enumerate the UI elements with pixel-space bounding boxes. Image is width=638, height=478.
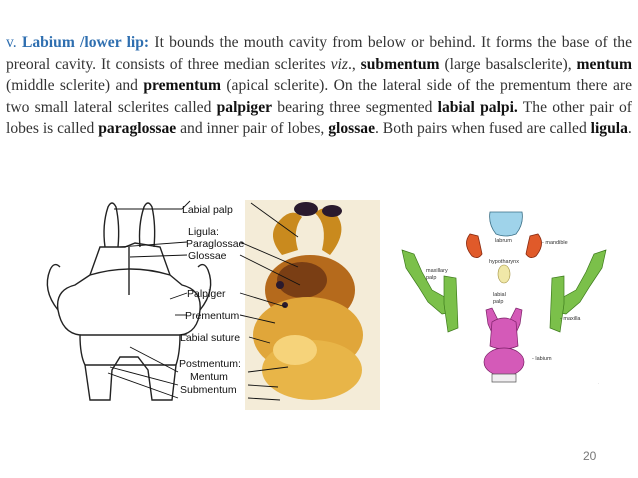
page-number: 20 [583,449,597,463]
mouthparts-diagram-figure [392,210,618,388]
text-8: and inner pair of lobes, [176,120,329,137]
hypopharynx-shape [498,265,510,283]
text-viz: viz [330,55,348,73]
label-maxilla: - maxilla [560,316,581,322]
label-mandible: - mandible [542,240,568,246]
label-labial-suture: Labial suture [180,332,241,344]
label-labrum: labrum [495,238,512,244]
text-4: (middle sclerite) and [6,77,144,94]
maxilla-left-shape [402,250,458,332]
labium-diagram-figure [30,195,380,410]
text-1: It bounds the mouth cavity from below or behind. It forms the base of the preoral cavity. It consists of three median sclerites [6,34,632,73]
labium-photo [245,200,380,410]
label-glossae: Glossae [188,250,227,262]
heading-labium: Labium /lower lip: [21,34,150,51]
labrum-shape [490,212,523,236]
label-labium: - labium [532,356,552,362]
label-labial-palp-r: palp [493,299,504,305]
left-figure-labels [179,204,245,396]
label-palpiger: Palpiger [187,288,226,300]
label-paraglossae: Paraglossae [186,238,245,250]
label-prementum: Prementum [185,310,240,322]
body-paragraph [6,32,632,140]
mandible-right-shape [526,234,542,258]
labium-shape [484,308,524,376]
label-hypotharynx: hypotharynx [489,259,519,265]
mandible-left-shape [466,234,482,258]
text-2: ., [347,55,361,73]
term-labial-palpi: labial palpi. [437,98,518,116]
label-maxillary: maxillary [426,268,448,274]
label-labial: labial [493,292,506,298]
term-glossae: glossae [328,120,375,137]
label-labial-palp: Labial palp [182,204,233,216]
figure-credit-mark: · [598,382,600,386]
term-palpiger: palpiger [216,98,273,116]
term-paraglossae: paraglossae [98,120,177,137]
term-mentum: mentum [576,55,632,73]
label-mentum: Mentum [190,371,228,383]
label-postmentum: Postmentum: [179,358,241,370]
term-submentum: submentum [360,55,440,73]
term-ligula: ligula [590,120,628,137]
term-prementum: prementum [143,77,221,94]
label-ligula: Ligula: [188,226,219,238]
text-7: The other pair of lobes is called [6,98,632,137]
text-6: bearing three segmented [272,98,438,116]
labium-base [492,374,516,382]
text-3: (large basalsclerite), [439,55,577,73]
text-10: . [627,120,632,137]
label-submentum: Submentum [180,384,237,396]
text-9: . Both pairs when fused are called [375,120,591,137]
text-5: (apical sclerite). On the lateral side of the prementum there are two small lateral sclerites called [6,77,632,116]
label-maxillary-palp: palp [426,275,437,281]
labium-line-drawing [47,203,210,400]
heading-prefix: v. [6,34,22,51]
